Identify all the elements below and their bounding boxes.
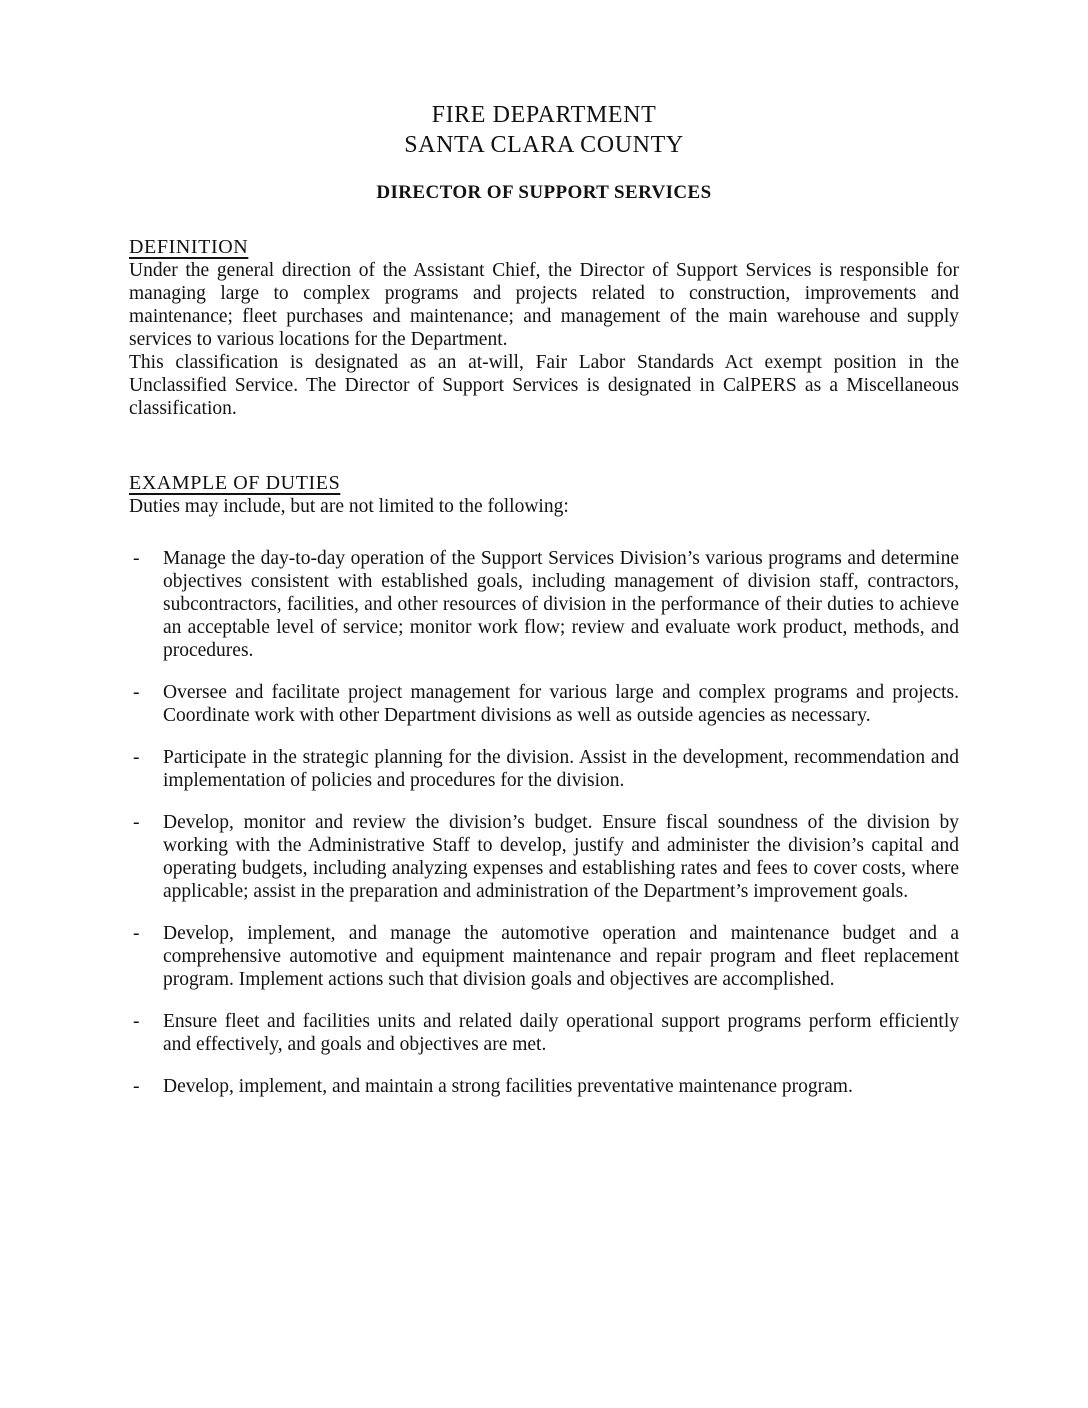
bullet-dash: - bbox=[133, 1076, 140, 1097]
duty-item bbox=[133, 746, 959, 792]
document-content bbox=[129, 100, 959, 1098]
bullet-dash: - bbox=[133, 682, 140, 703]
duty-item-text: Develop, monitor and review the division’s budget. Ensure fiscal soundness of the division by working with the Administrative Staff to develop, justify and administer the division’s capital and operating budgets, including analyzing expenses and establishing rates and fees to cover costs, where applicable; assist in the preparation and administration of the Department’s improvement goals. bbox=[163, 812, 959, 902]
bullet-dash: - bbox=[133, 923, 140, 944]
duty-item-text: Develop, implement, and maintain a strong facilities preventative maintenance program. bbox=[163, 1076, 853, 1097]
duties-list bbox=[129, 547, 959, 1098]
bullet-dash: - bbox=[133, 548, 140, 569]
org-title-line2: SANTA CLARA COUNTY bbox=[404, 132, 684, 158]
position-title: DIRECTOR OF SUPPORT SERVICES bbox=[376, 182, 712, 203]
bullet-dash: - bbox=[133, 747, 140, 768]
duty-item bbox=[133, 547, 959, 662]
duty-item bbox=[133, 1010, 959, 1056]
duty-item bbox=[133, 811, 959, 903]
duty-item-text: Develop, implement, and manage the automotive operation and maintenance budget and a comprehensive automotive and equipment maintenance and repair program and fleet replacement program. Implement actions such that division goals and objectives are accomplished. bbox=[163, 923, 959, 990]
duty-item-text: Participate in the strategic planning for the division. Assist in the development, recommendation and implementation of policies and procedures for the division. bbox=[163, 747, 959, 791]
duty-item bbox=[133, 1075, 959, 1098]
duty-item-text: Manage the day-to-day operation of the Support Services Division’s various programs and determine objectives consistent with established goals, including management of division staff, contractors, subcontractors, facilities, and other resources of division in the performance of their duties to achieve an acceptable level of service; monitor work flow; review and evaluate work product, methods, and procedures. bbox=[163, 548, 959, 661]
duty-item-text: Ensure fleet and facilities units and related daily operational support programs perform efficiently and effectively, and goals and objectives are met. bbox=[163, 1011, 959, 1055]
definition-heading: DEFINITION bbox=[129, 236, 249, 258]
duty-item-text: Oversee and facilitate project management for various large and complex programs and projects. Coordinate work with other Department divisions as well as outside agencies as necessary. bbox=[163, 682, 959, 726]
bullet-dash: - bbox=[133, 812, 140, 833]
bullet-dash: - bbox=[133, 1011, 140, 1032]
duties-intro: Duties may include, but are not limited to the following: bbox=[129, 496, 569, 517]
definition-paragraph-1: Under the general direction of the Assistant Chief, the Director of Support Services is responsible for managing large to complex programs and projects related to construction, improvements and maintenance; fleet purchases and maintenance; and management of the main warehouse and supply services to various locations for the Department. bbox=[129, 260, 959, 350]
duties-heading: EXAMPLE OF DUTIES bbox=[129, 472, 341, 494]
org-title-line1: FIRE DEPARTMENT bbox=[431, 102, 657, 128]
duty-item bbox=[133, 681, 959, 727]
definition-paragraph-2: This classification is designated as an at-will, Fair Labor Standards Act exempt position in the Unclassified Service. The Director of Support Services is designated in CalPERS as a Miscellaneous classification. bbox=[129, 352, 959, 419]
duty-item bbox=[133, 922, 959, 991]
